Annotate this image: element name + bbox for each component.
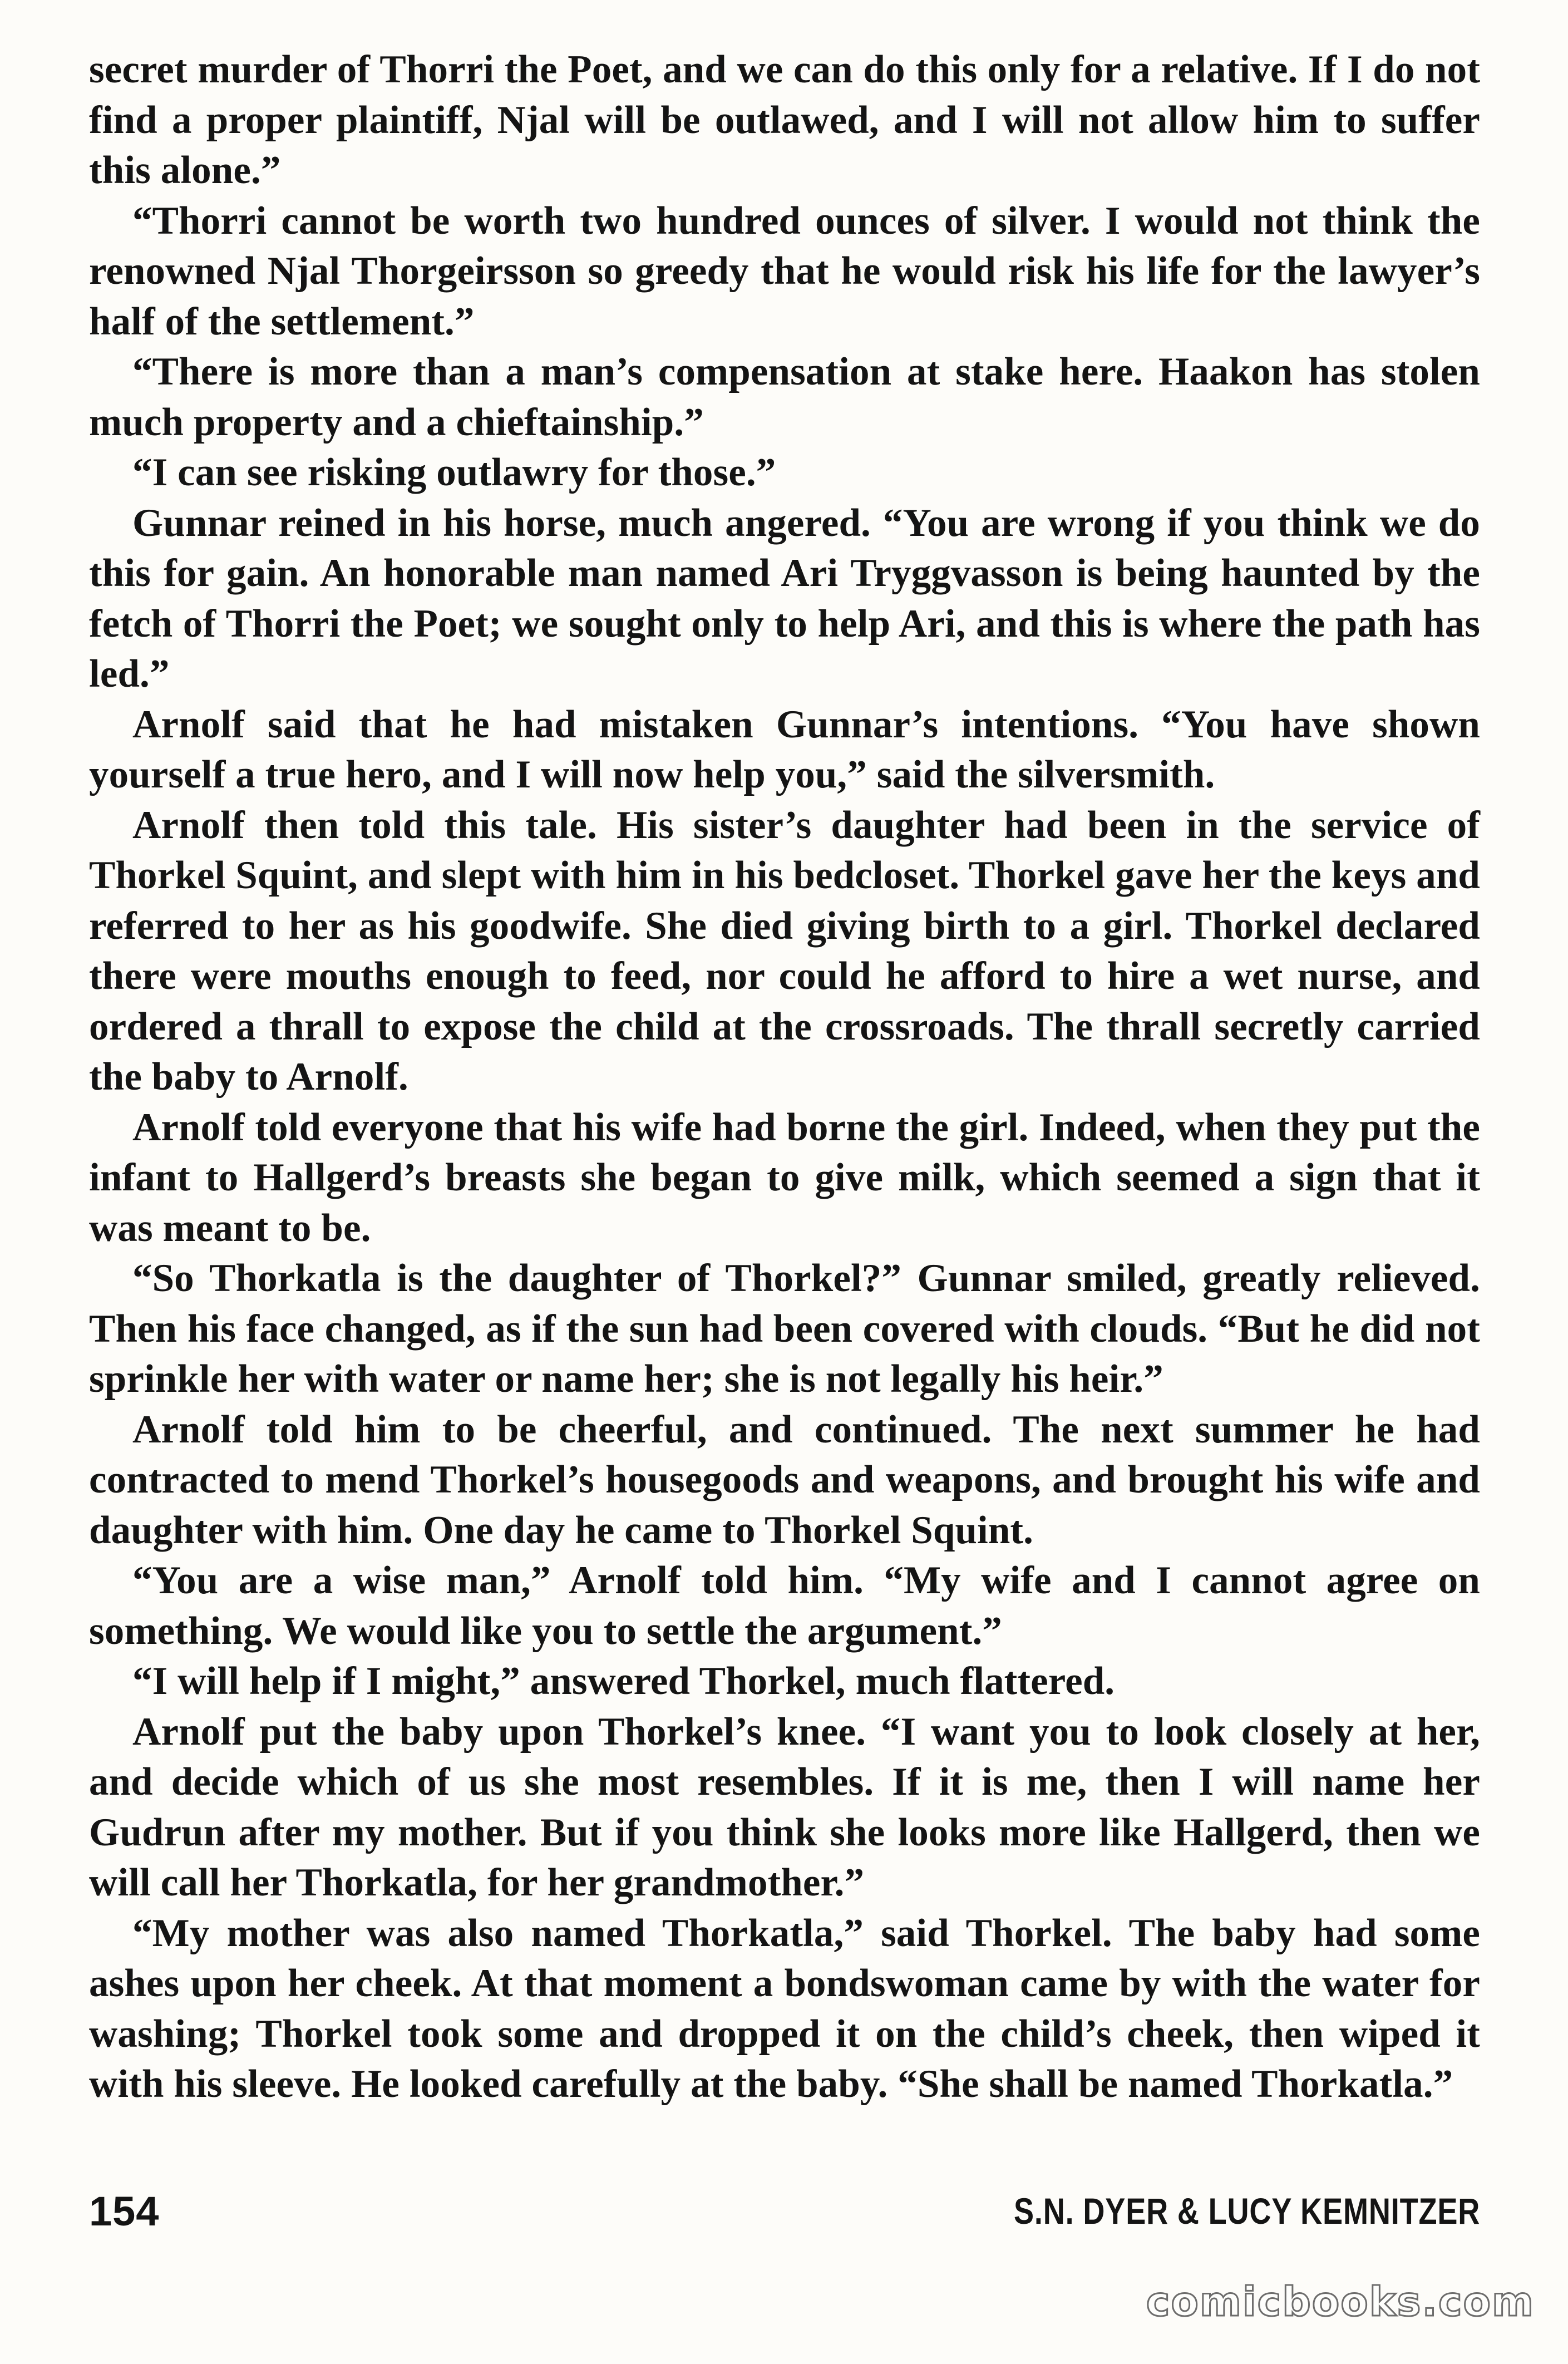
paragraph: Arnolf told him to be cheerful, and continued. The next summer he had contracted to mend Thorkel’s housegoods and weapons, and brought his wife and daughter with him. One day he came to Thorkel Squint. xyxy=(89,1407,1480,1552)
running-footer-author: S.N. DYER & LUCY KEMNITZER xyxy=(1013,2190,1480,2232)
page-number: 154 xyxy=(89,2188,160,2234)
body-text xyxy=(89,45,1480,2110)
paragraph: “You are a wise man,” Arnolf told him. “My wife and I cannot agree on something. We would like you to settle the argument.” xyxy=(89,1559,1480,1653)
paragraph: “Thorri cannot be worth two hundred ounces of silver. I would not think the renowned Njal Thorgeirsson so greedy that he would risk his life for the lawyer’s half of the settlement.” xyxy=(89,199,1480,343)
paragraph: “There is more than a man’s compensation at stake here. Haakon has stolen much property and a chieftainship.” xyxy=(89,350,1480,444)
paragraph: Arnolf put the baby upon Thorkel’s knee. “I want you to look closely at her, and decide which of us she most resembles. If it is me, then I will name her Gudrun after my mother. But if you think she looks more like Hallgerd, then we will call her Thorkatla, for her grandmother.” xyxy=(89,1710,1480,1904)
page-footer xyxy=(89,2180,1480,2242)
paragraph: “My mother was also named Thorkatla,” said Thorkel. The baby had some ashes upon her cheek. At that moment a bondswoman came by with the water for washing; Thorkel took some and dropped it on the child’s cheek, then wiped it with his sleeve. He looked carefully at the baby. “She shall be named Thorkatla.” xyxy=(89,1911,1480,2106)
paragraph: Arnolf told everyone that his wife had borne the girl. Indeed, when they put the infant to Hallgerd’s breasts she began to give milk, which seemed a sign that it was meant to be. xyxy=(89,1105,1480,1250)
paragraph: “I can see risking outlawry for those.” xyxy=(132,451,776,494)
paragraph: “I will help if I might,” answered Thorkel, much flattered. xyxy=(132,1659,1115,1703)
book-page xyxy=(89,45,1480,2319)
paragraph: secret murder of Thorri the Poet, and we can do this only for a relative. If I do not find a proper plaintiff, Njal will be outlawed, and I will not allow him to suffer this alone.” xyxy=(89,48,1480,192)
paragraph: Arnolf said that he had mistaken Gunnar’s intentions. “You have shown yourself a true hero, and I will now help you,” said the silversmith. xyxy=(89,702,1480,796)
paragraph: Arnolf then told this tale. His sister’s daughter had been in the service of Thorkel Squint, and slept with him in his bedcloset. Thorkel gave her the keys and referred to her as his goodwife. She died giving birth to a girl. Thorkel declared there were mouths enough to feed, nor could he afford to hire a wet nurse, and ordered a thrall to expose the child at the crossroads. The thrall secretly carried the baby to Arnolf. xyxy=(89,803,1480,1099)
paragraph: Gunnar reined in his horse, much angered. “You are wrong if you think we do this for gain. An honorable man named Ari Tryggvasson is being haunted by the fetch of Thorri the Poet; we sought only to help Ari, and this is where the path has led.” xyxy=(89,501,1480,696)
watermark: comicbooks.com xyxy=(1146,2278,1535,2325)
paragraph: “So Thorkatla is the daughter of Thorkel?” Gunnar smiled, greatly relieved. Then his face changed, as if the sun had been covered with clouds. “But he did not sprinkle her with water or name her; she is not legally his heir.” xyxy=(89,1257,1480,1401)
